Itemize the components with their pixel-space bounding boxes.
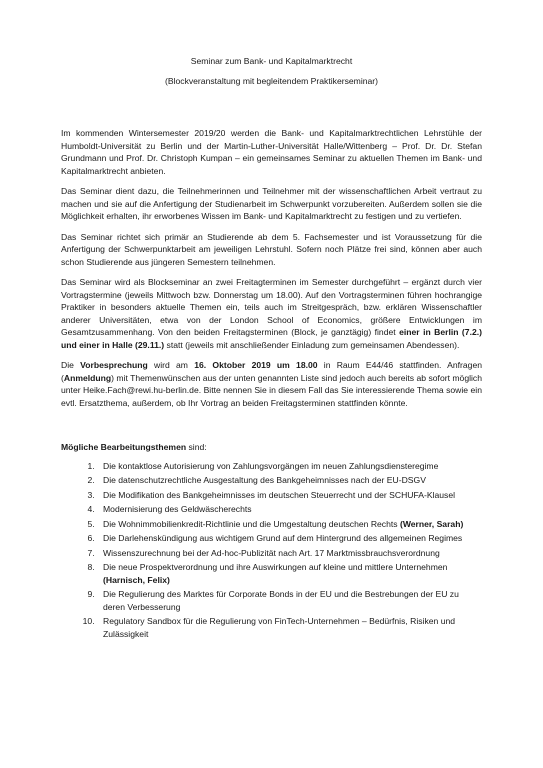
list-item [97, 547, 482, 560]
meeting-text-a: Die [61, 360, 81, 370]
meeting-text-b: wird am [147, 360, 195, 370]
theme-text: Die neue Prospektverordnung und ihre Auswirkungen auf kleine und mittlere Unternehmen [103, 562, 448, 572]
list-item [97, 532, 482, 545]
document-subtitle: (Blockveranstaltung mit begleitendem Praktikerseminar) [164, 76, 379, 86]
theme-text: Regulatory Sandbox für die Regulierung von FinTech-Unternehmen – Bedürfnis, Risiken und Zulässigkeit [103, 616, 456, 639]
theme-text: Die Modifikation des Bankgeheimnisses im deutschen Steuerrecht und der SCHUFA-Klausel [103, 489, 456, 500]
list-item [97, 518, 482, 531]
themes-heading [61, 441, 482, 454]
list-item [97, 474, 482, 487]
list-item [97, 503, 482, 516]
meeting-label: Vorbesprechung [80, 360, 148, 370]
list-item [97, 489, 482, 502]
list-item [97, 588, 482, 613]
format-text-b: statt (jeweils mit anschließender Einladung zum gemeinsamen Abendessen). [164, 339, 460, 350]
format-dates: einer in Berlin (7.2.) und einer in Halle (29.11.) [61, 327, 482, 350]
theme-text: Die Regulierung des Marktes für Corporate Bonds in der EU und die Bestrebungen der EU zu deren Verbesserung [103, 589, 459, 612]
theme-text: Die Wohnimmobilienkredit-Richtlinie und die Umgestaltung deutschen Rechts [103, 518, 400, 529]
meeting-text-c: in Raum E44/46 stattfinden. Anfragen ( [61, 360, 483, 383]
theme-authors: (Werner, Sarah) [399, 518, 464, 529]
themes-list [61, 460, 482, 641]
theme-authors: (Harnisch, Felix) [103, 574, 170, 585]
theme-text: Die kontaktlose Autorisierung von Zahlungsvorgängen im neuen Zahlungsdiensteregime [103, 460, 439, 471]
format-text-a: Das Seminar wird als Blockseminar an zwei Freitagterminen im Semester durchgeführt – ergänzt durch vier Vortragstermine (jeweils Mittwoch bzw. Donnerstag um 18.00). Auf den Vortragsterminen führen hochrangige Praktiker in besonders aktuelle Themen ein, teils auch im Streitgespräch, bzw. erklären Wissenschaftler anderer Universitäten, etwa von der London School of Economics, größere Entwicklungen im Gesamtzusammenhang. Von den beiden Freitagsterminen (Block, je ganztägig) findet [61, 277, 482, 337]
meeting-date: 16. Oktober 2019 um 18.00 [194, 360, 318, 370]
list-item [97, 460, 482, 473]
theme-text: Die datenschutzrechtliche Ausgestaltung des Bankgeheimnisses nach der EU-DSGV [103, 475, 426, 485]
paragraph-intro: Im kommenden Wintersemester 2019/20 werden die Bank- und Kapitalmarktrechtlichen Lehrstühle der Humboldt-Universität zu Berlin und der Martin-Luther-Universität Halle/Wittenberg – Prof. Dr. Dr. Stefan Grundmann und Prof. Dr. Christoph Kumpan – ein gemeinsames Seminar zu aktuellen Themen im Bank- und Kapitalmarktrecht anbieten. [61, 128, 482, 176]
theme-text: Wissenszurechnung bei der Ad-hoc-Publizität nach Art. 17 Marktmissbrauchsverordnung [103, 547, 440, 558]
paragraph-audience: Das Seminar richtet sich primär an Studierende ab dem 5. Fachsemester und ist Voraussetzung für die Anfertigung der Schwerpunktarbeit am jeweiligen Lehrstuhl. Sofern noch Plätze frei sind, können aber auch schon Studierende aus jüngeren Semestern teilnehmen. [61, 231, 482, 267]
document-title: Seminar zum Bank- und Kapitalmarktrecht [190, 56, 353, 66]
themes-heading-bold: Mögliche Bearbeitungsthemen [61, 442, 187, 452]
list-item [97, 561, 482, 586]
registration-label: Anmeldung [63, 372, 112, 383]
paragraph-preliminary-meeting [61, 359, 482, 409]
paragraph-purpose: Das Seminar dient dazu, die Teilnehmerinnen und Teilnehmer mit der wissenschaftlichen Arbeit vertraut zu machen und sie auf die Anfertigung der Studienarbeit im Schwerpunkt vorzubereiten. Außerdem sollen sie die Möglichkeit erhalten, ihr erworbenes Wissen im Bank- und Kapitalmarktrecht zu festigen und zu vertiefen. [61, 186, 482, 221]
theme-text: Die Darlehenskündigung aus wichtigem Grund auf dem Hintergrund des allgemeinen Regimes [103, 533, 463, 543]
theme-text: Modernisierung des Geldwäscherechts [103, 504, 252, 514]
paragraph-format [61, 276, 482, 351]
list-item [97, 615, 482, 640]
themes-heading-rest: sind: [186, 442, 207, 452]
meeting-text-d: ) mit Themenwünschen aus der unten genannten Liste sind jedoch auch bereits ab sofort möglich unter Heike.Fach@rewi.hu-berlin.de. Bitte nennen Sie in diesem Fall das Sie interessierende Thema sowie ein evtl. Ersatzthema, außerdem, ob Ihr Vortrag an beiden Freitagsterminen stattfinden könnte. [61, 372, 482, 408]
